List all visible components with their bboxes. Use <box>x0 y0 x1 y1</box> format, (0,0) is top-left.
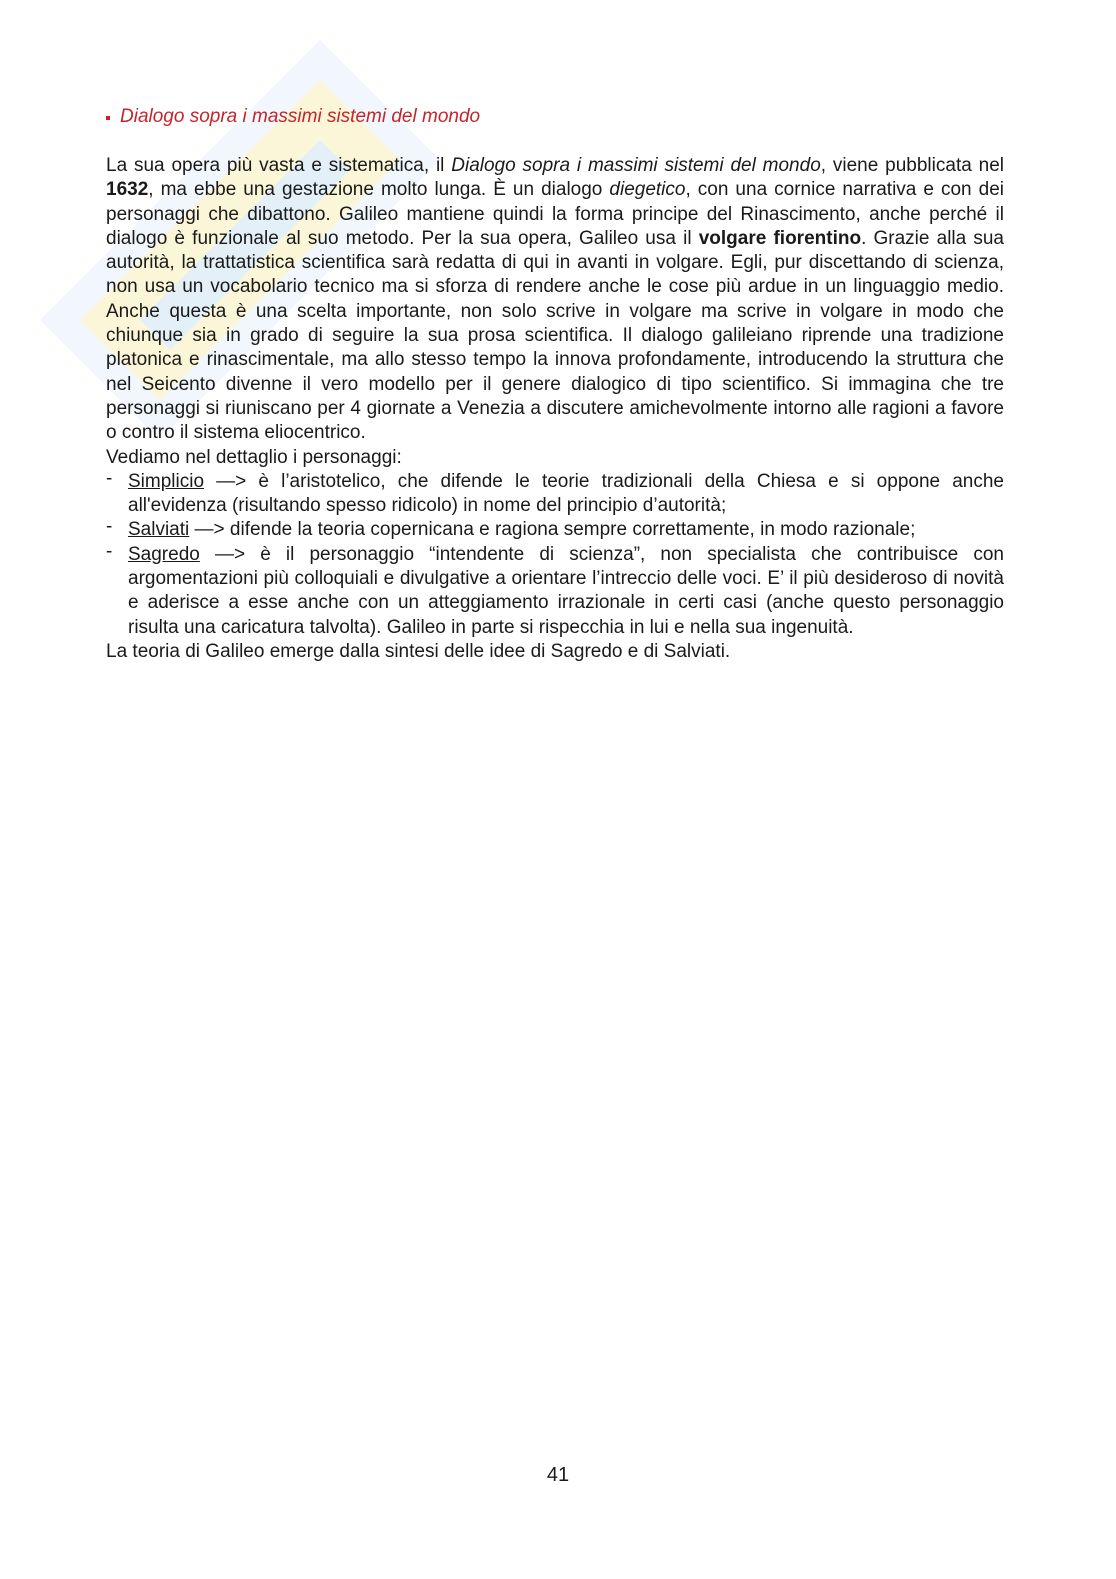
character-name: Simplicio <box>128 470 205 492</box>
page-number: 41 <box>546 1464 570 1486</box>
dash-bullet: - <box>106 467 113 489</box>
main-paragraph <box>106 154 1004 446</box>
publication-year: 1632 <box>106 179 149 201</box>
bullet-dot-icon <box>106 116 110 120</box>
character-description: —> difende la teoria copernicana e ragiona sempre correttamente, in modo razionale; <box>189 519 916 541</box>
list-item <box>106 518 1004 542</box>
document-body <box>106 154 1004 664</box>
character-description: —> è l’aristotelico, che difende le teorie tradizionali della Chiesa e si oppone anche all'evidenza (risultando spesso ridicolo) in nome del principio d’autorità; <box>128 470 1004 517</box>
character-name: Salviati <box>128 519 190 541</box>
section-heading-text: Dialogo sopra i massimi sistemi del mondo <box>120 106 481 127</box>
list-item <box>106 467 1004 519</box>
paragraph-text: La sua opera più vasta e sistematica, il <box>106 155 452 176</box>
list-item <box>106 540 1004 640</box>
paragraph-text: . Grazie alla sua autorità, la trattatistica scientifica sarà redatta di qui in avanti in volgare. Egli, pur discettando di scienza, non usa un vocabolario tecnico ma si sforza di rendere anche le cose più ardue in un linguaggio medio. Anche questa è una scelta importante, non solo scrive in volgare ma scrive in volgare in modo che chiunque sia in grado di seguire la sua prosa scientifica. Il dialogo galileiano riprende una tradizione platonica e rinascimentale, ma allo stesso tempo la innova profondamente, introducendo la struttura che nel Seicento divenne il vero modello per il genere dialogico di tipo scientifico. Si immagina che tre personaggi si riuniscano per 4 giornate a Venezia a discutere amichevolmente intorno alle ragioni a favore o contro il sistema eliocentrico. <box>106 227 1004 444</box>
character-list <box>106 467 1004 640</box>
intro-line: Vediamo nel dettaglio i personaggi: <box>106 446 402 468</box>
dash-bullet: - <box>106 516 113 538</box>
character-name: Sagredo <box>128 543 200 565</box>
closing-line: La teoria di Galileo emerge dalla sintesi delle idee di Sagredo e di Salviati. <box>106 640 731 662</box>
paragraph-text: , con una cornice narrativa e con dei personaggi che dibattono. Galileo mantiene quindi la forma principe del Rinascimento, anche perché il dialogo è funzionale al suo metodo. Per la sua opera, Galileo usa il <box>106 179 1004 249</box>
character-description: —> è il personaggio “intendente di scienza”, non specialista che contribuisce con argomentazioni più colloquiali e divulgative a orientare l’intreccio delle voci. E’ il più desideroso di novità e aderisce a esse anche con un atteggiamento irrazionale in certi casi (anche questo personaggio risulta una caricatura talvolta). Galileo in parte si rispecchia in lui e nella sua ingenuità. <box>128 543 1004 638</box>
dash-bullet: - <box>106 540 113 562</box>
paragraph-text: , viene pubblicata nel <box>820 155 1004 176</box>
work-title: Dialogo sopra i massimi sistemi del mondo <box>451 155 821 176</box>
paragraph-text: , ma ebbe una gestazione molto lunga. È un dialogo <box>148 179 610 201</box>
bold-term: volgare fiorentino <box>698 227 862 249</box>
italic-term: diegetico <box>609 179 686 201</box>
section-heading <box>106 106 480 128</box>
